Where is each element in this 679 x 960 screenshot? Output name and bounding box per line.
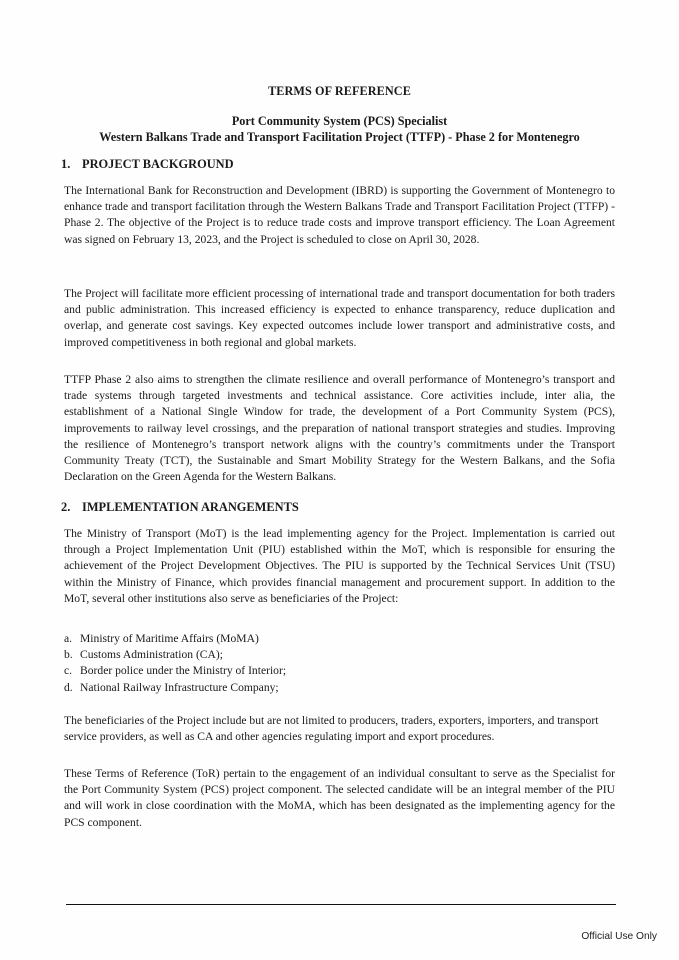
document-title: TERMS OF REFERENCE xyxy=(268,84,411,98)
list-item-text: National Railway Infrastructure Company; xyxy=(80,680,279,694)
list-item xyxy=(64,663,615,679)
paragraph-ibrd-support: The International Bank for Reconstruction and Development (IBRD) is supporting the Government of Montenegro to enhance trade and transport facilitation through the Western Balkans Trade and Transport Facilitation Project (TTFP) - Phase 2. The objective of the Project is to reduce trade costs and improve transport efficiency. The Loan Agreement was signed on February 13, 2023, and the Project is scheduled to close on April 30, 2028. xyxy=(64,184,615,246)
section-title: IMPLEMENTATION ARANGEMENTS xyxy=(82,500,299,514)
footer-divider xyxy=(66,904,616,905)
classification-label: Official Use Only xyxy=(581,931,657,942)
list-item xyxy=(64,647,615,663)
document-subtitle-position: Port Community System (PCS) Specialist xyxy=(231,114,448,128)
document-subtitle-project: Western Balkans Trade and Transport Facilitation Project (TTFP) - Phase 2 for Montenegro xyxy=(99,130,580,144)
beneficiary-institutions-list xyxy=(64,631,615,696)
paragraph-ministry-of-transport: The Ministry of Transport (MoT) is the lead implementing agency for the Project. Implementation is carried out through a Project Implementation Unit (PIU) established within the MoT, which is responsible for ensuring the achievement of the Project Development Objectives. The PIU is supported by the Technical Services Unit (TSU) within the Ministry of Finance, which provides financial management and procurement support. In addition to the MoT, several other institutions also serve as beneficiaries of the Project: xyxy=(64,527,615,605)
list-marker: d. xyxy=(64,680,73,694)
list-marker: a. xyxy=(64,632,73,645)
section-title: PROJECT BACKGROUND xyxy=(82,157,234,171)
paragraph-ttfp-phase2-aims: TTFP Phase 2 also aims to strengthen the climate resilience and overall performance of Montenegro’s transport and trade systems through targeted investments and technical assistance. Core activities include, inter alia, the establishment of a National Single Window for trade, the development of a Port Community System (PCS), improvements to railway level crossings, and the preparation of national transport strategies and studies. Improving the resilience of Montenegro’s transport network aligns with the country’s commitments under the Transport Community Treaty (TCT), the Sustainable and Smart Mobility Strategy for the Western Balkans, and the Sofia Declaration on the Green Agenda for the Western Balkans. xyxy=(64,373,615,484)
list-marker: b. xyxy=(64,648,73,662)
section-number: 1. xyxy=(61,157,71,171)
paragraph-terms-of-reference-scope: These Terms of Reference (ToR) pertain to the engagement of an individual consultant to serve as the Specialist for the Port Community System (PCS) project component. The selected candidate will be an integral member of the PIU and will work in close coordination with the MoMA, which has been designated as the implementing agency for the PCS component. xyxy=(64,767,615,829)
list-item xyxy=(64,631,615,647)
list-item xyxy=(64,680,615,696)
section-heading-implementation-arrangements xyxy=(61,500,299,515)
paragraph-beneficiaries: The beneficiaries of the Project include but are not limited to producers, traders, exporters, importers, and transport service providers, as well as CA and other agencies regulating import and export procedures. xyxy=(64,714,599,744)
list-item-text: Border police under the Ministry of Interior; xyxy=(80,664,287,678)
section-number: 2. xyxy=(61,500,71,514)
list-item-text: Ministry of Maritime Affairs (MoMA) xyxy=(80,632,259,645)
list-marker: c. xyxy=(64,664,73,678)
list-item-text: Customs Administration (CA); xyxy=(80,648,223,662)
paragraph-project-efficiency: The Project will facilitate more efficient processing of international trade and transport documentation for both traders and public administration. This increased efficiency is expected to enhance transparency, reduce duplication and overlap, and generate cost savings. Key expected outcomes include lower transport and administrative costs, and improved competitiveness in both regional and global markets. xyxy=(64,287,615,349)
section-heading-project-background xyxy=(61,157,234,172)
